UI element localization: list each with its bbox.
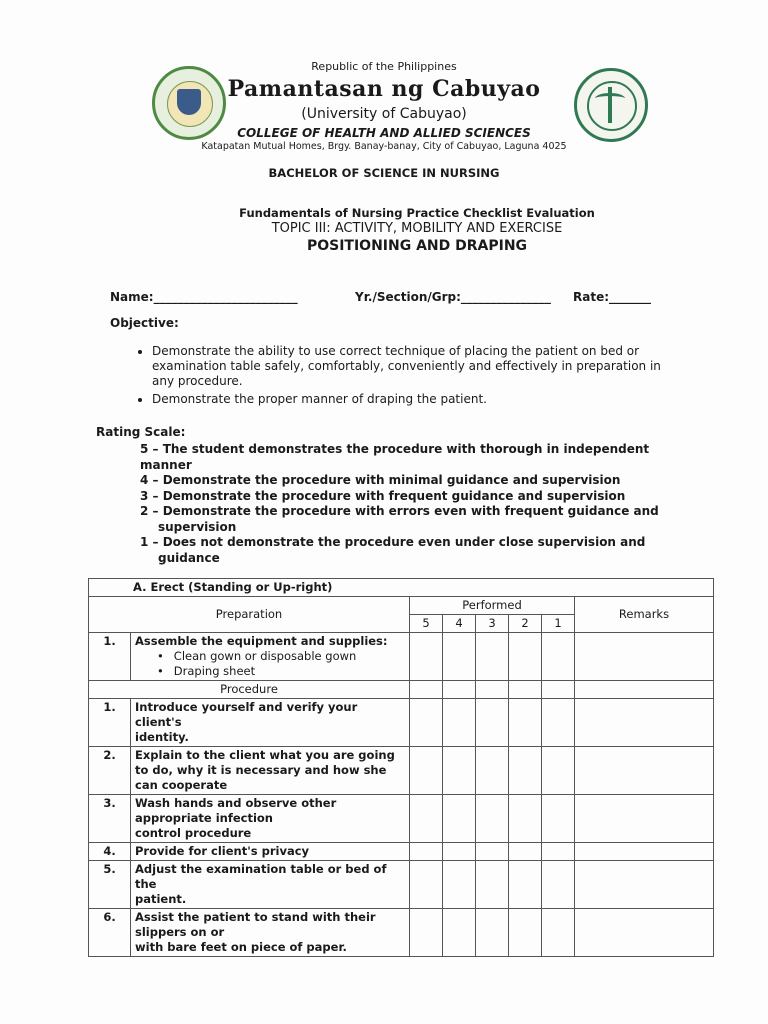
score-cell[interactable] [476, 747, 509, 795]
section-field[interactable]: Yr./Section/Grp:_______________ [355, 290, 551, 304]
remarks-cell[interactable] [575, 795, 714, 843]
university-name: Pamantasan ng Cabuyao [227, 76, 541, 102]
score-cell[interactable] [509, 699, 542, 747]
score-header-1: 1 [542, 615, 575, 633]
score-header-3: 3 [476, 615, 509, 633]
list-item: • Draping sheet [157, 664, 256, 678]
score-cell[interactable] [476, 699, 509, 747]
score-cell[interactable] [542, 861, 575, 909]
remarks-cell[interactable] [575, 747, 714, 795]
step-text [131, 843, 410, 861]
rating-item: 5 – The student demonstrates the procedure with thorough in independent manner [140, 442, 650, 472]
step-number: 1. [89, 699, 131, 747]
score-cell[interactable] [542, 699, 575, 747]
table-row [89, 633, 714, 681]
step-number: 2. [89, 747, 131, 795]
score-header-5: 5 [410, 615, 443, 633]
score-cell[interactable] [410, 633, 443, 681]
rating-item: 2 – Demonstrate the procedure with errors even with frequent guidance and [140, 504, 659, 518]
step-number: 5. [89, 861, 131, 909]
score-cell[interactable] [542, 795, 575, 843]
score-cell[interactable] [509, 909, 542, 957]
rating-scale-label: Rating Scale: [96, 425, 186, 439]
step-line: appropriate infection [135, 811, 273, 825]
objective-list [130, 344, 682, 410]
score-cell[interactable] [509, 795, 542, 843]
list-item: • Clean gown or disposable gown [157, 649, 357, 663]
score-cell[interactable] [542, 909, 575, 957]
score-cell[interactable] [443, 633, 476, 681]
college-name: COLLEGE OF HEALTH AND ALLIED SCIENCES [237, 126, 531, 140]
score-cell[interactable] [476, 861, 509, 909]
procedure-title: POSITIONING AND DRAPING [306, 238, 528, 254]
score-cell[interactable] [542, 633, 575, 681]
step-text [131, 795, 410, 843]
step-line: Provide for client's privacy [135, 844, 310, 858]
step-text [131, 699, 410, 747]
score-cell[interactable] [476, 633, 509, 681]
objective-item: • Demonstrate the ability to use correct technique of placing the patient on bed or examination table safely, comfortably, conveniently and effectively in preparation in any procedure. [152, 344, 682, 389]
step-number: 1. [89, 633, 131, 681]
topic-title: TOPIC III: ACTIVITY, MOBILITY AND EXERCISE [271, 221, 563, 236]
score-cell[interactable] [509, 843, 542, 861]
score-cell[interactable] [509, 747, 542, 795]
table-row [89, 861, 714, 909]
step-line: identity. [135, 730, 189, 744]
score-cell[interactable] [410, 795, 443, 843]
table-row [89, 795, 714, 843]
score-cell[interactable] [410, 909, 443, 957]
step-line: Assist the patient to stand with their [135, 910, 376, 924]
section-title: A. Erect (Standing or Up-right) [89, 579, 714, 597]
step-line: can cooperate [135, 778, 228, 792]
remarks-cell[interactable] [575, 633, 714, 681]
step-line: Introduce yourself and verify your client's [135, 700, 358, 729]
step-line: Explain to the client what you are going [135, 748, 395, 762]
address: Katapatan Mutual Homes, Brgy. Banay-banay, City of Cabuyao, Laguna 4025 [201, 141, 567, 152]
step-line: patient. [135, 892, 187, 906]
table-row [89, 909, 714, 957]
score-cell[interactable] [476, 795, 509, 843]
score-cell[interactable] [410, 747, 443, 795]
score-header-2: 2 [509, 615, 542, 633]
step-line: Wash hands and observe other [135, 796, 337, 810]
rating-item: 1 – Does not demonstrate the procedure even under close supervision and [140, 535, 646, 549]
remarks-header: Remarks [575, 597, 714, 633]
step-text [131, 633, 410, 681]
step-number: 3. [89, 795, 131, 843]
step-line: slippers on or [135, 925, 225, 939]
score-cell[interactable] [443, 795, 476, 843]
university-name-english: (University of Cabuyao) [301, 106, 467, 122]
score-cell[interactable] [509, 861, 542, 909]
checklist-title: Fundamentals of Nursing Practice Checklist Evaluation [239, 206, 595, 220]
step-line: control procedure [135, 826, 252, 840]
rate-field[interactable]: Rate:_______ [573, 290, 652, 304]
remarks-cell[interactable] [575, 909, 714, 957]
score-cell[interactable] [443, 699, 476, 747]
remarks-cell[interactable] [575, 861, 714, 909]
step-line: with bare feet on piece of paper. [135, 940, 347, 954]
table-row [89, 699, 714, 747]
score-cell[interactable] [443, 747, 476, 795]
name-field[interactable]: Name:________________________ [110, 290, 298, 304]
step-line: Assemble the equipment and supplies: [135, 634, 388, 648]
table-row [89, 747, 714, 795]
score-cell[interactable] [410, 699, 443, 747]
rating-item-continued: supervision [158, 519, 237, 534]
score-cell[interactable] [410, 861, 443, 909]
objective-item: • Demonstrate the proper manner of draping the patient. [152, 392, 682, 407]
table-row [89, 843, 714, 861]
republic-text: Republic of the Philippines [311, 60, 457, 73]
score-cell[interactable] [443, 909, 476, 957]
rating-item-continued: guidance [158, 550, 220, 565]
preparation-header: Preparation [89, 597, 410, 633]
degree-program: BACHELOR OF SCIENCE IN NURSING [268, 166, 500, 180]
score-header-4: 4 [443, 615, 476, 633]
step-text [131, 909, 410, 957]
procedure-header: Procedure [89, 681, 410, 699]
performed-header: Performed [410, 597, 575, 615]
score-cell[interactable] [443, 843, 476, 861]
score-cell[interactable] [542, 843, 575, 861]
score-cell[interactable] [509, 633, 542, 681]
rating-item: 4 – Demonstrate the procedure with minimal guidance and supervision [140, 473, 621, 487]
step-number: 6. [89, 909, 131, 957]
checklist-table [88, 578, 714, 957]
step-line: Adjust the examination table or bed of the [135, 862, 387, 891]
rating-item: 3 – Demonstrate the procedure with frequent guidance and supervision [140, 488, 626, 503]
remarks-cell[interactable] [575, 843, 714, 861]
step-line: to do, why it is necessary and how she [135, 763, 387, 777]
step-number: 4. [89, 843, 131, 861]
rating-scale-list [140, 442, 700, 566]
step-text [131, 861, 410, 909]
score-cell[interactable] [476, 909, 509, 957]
score-cell[interactable] [443, 861, 476, 909]
score-cell[interactable] [410, 843, 443, 861]
objective-label: Objective: [110, 316, 179, 330]
remarks-cell[interactable] [575, 699, 714, 747]
step-text [131, 747, 410, 795]
score-cell[interactable] [542, 747, 575, 795]
score-cell[interactable] [476, 843, 509, 861]
